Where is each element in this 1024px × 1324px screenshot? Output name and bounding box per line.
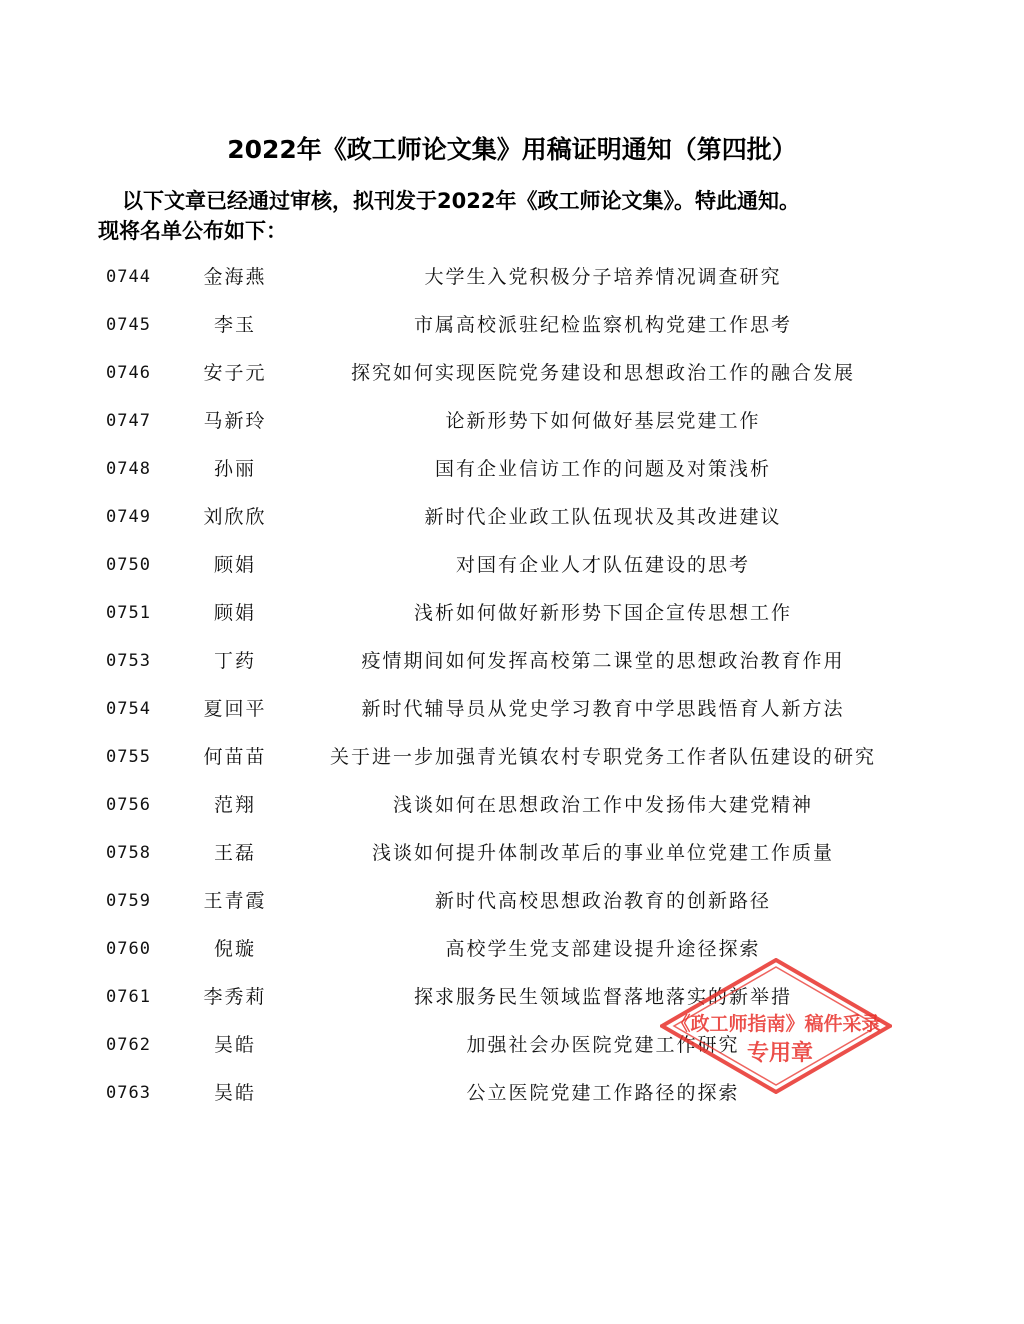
- entry-paper-title: 国有企业信访工作的问题及对策浅析: [434, 458, 771, 480]
- entry-paper-title: 关于进一步加强青光镇农村专职党务工作者队伍建设的研究: [329, 746, 876, 768]
- seal-graphic: [660, 958, 892, 1094]
- entry-id: 0759: [106, 891, 151, 911]
- entry-paper-title: 高校学生党支部建设提升途径探索: [445, 938, 761, 960]
- list-item: [0, 450, 1024, 498]
- entry-id: 0751: [106, 603, 151, 623]
- list-item: [0, 738, 1024, 786]
- entry-paper-title: 新时代辅导员从党史学习教育中学思践悟育人新方法: [361, 698, 845, 720]
- intro-text-1: 以下文章已经通过审核，拟刊发于2022年《政工师论文集》。特此通知。: [122, 189, 800, 213]
- entry-id: 0745: [106, 315, 151, 335]
- list-item: [0, 306, 1024, 354]
- entry-author: 范翔: [213, 794, 256, 816]
- entry-paper-title: 新时代高校思想政治教育的创新路径: [434, 890, 771, 912]
- entry-id: 0756: [106, 795, 151, 815]
- entry-id: 0747: [106, 411, 151, 431]
- entry-author: 吴皓: [213, 1082, 256, 1104]
- entry-paper-title: 浅析如何做好新形势下国企宣传思想工作: [413, 602, 792, 624]
- list-item: [0, 402, 1024, 450]
- seal-text-line-2: 专用章: [746, 1041, 814, 1066]
- entry-paper-title: 探究如何实现医院党务建设和思想政治工作的融合发展: [350, 362, 855, 384]
- entry-id: 0754: [106, 699, 151, 719]
- entry-author: 丁药: [213, 650, 256, 672]
- entry-paper-title: 大学生入党积极分子培养情况调查研究: [424, 266, 782, 288]
- entry-id: 0746: [106, 363, 151, 383]
- official-seal-stamp: [660, 958, 892, 1094]
- entry-id: 0744: [106, 267, 151, 287]
- entry-paper-title: 公立医院党建工作路径的探索: [466, 1082, 740, 1104]
- entry-paper-title: 论新形势下如何做好基层党建工作: [445, 410, 761, 432]
- entry-id: 0749: [106, 507, 151, 527]
- entry-paper-title: 探求服务民生领域监督落地落实的新举措: [413, 986, 792, 1008]
- entry-author: 夏回平: [203, 698, 267, 720]
- entry-author: 王磊: [213, 842, 256, 864]
- entry-id: 0762: [106, 1035, 151, 1055]
- entry-id: 0758: [106, 843, 151, 863]
- intro-line-2: 现将名单公布如下：: [98, 219, 287, 243]
- entry-author: 何苗苗: [203, 746, 267, 768]
- entry-id: 0760: [106, 939, 151, 959]
- list-item: [0, 594, 1024, 642]
- entry-id: 0763: [106, 1083, 151, 1103]
- list-item: [0, 546, 1024, 594]
- list-item: [0, 834, 1024, 882]
- entry-paper-title: 浅谈如何提升体制改革后的事业单位党建工作质量: [371, 842, 834, 864]
- intro-line-1: [98, 186, 898, 216]
- entry-paper-title: 新时代企业政工队伍现状及其改进建议: [424, 506, 782, 528]
- entry-author: 顾娟: [213, 602, 256, 624]
- entry-author: 孙丽: [213, 458, 256, 480]
- entry-author: 顾娟: [213, 554, 256, 576]
- entry-paper-title: 疫情期间如何发挥高校第二课堂的思想政治教育作用: [361, 650, 845, 672]
- entry-author: 马新玲: [203, 410, 267, 432]
- entry-author: 安子元: [203, 362, 267, 384]
- intro-paragraph: [98, 186, 898, 246]
- list-item: [0, 882, 1024, 930]
- entry-paper-title: 加强社会办医院党建工作研究: [466, 1034, 740, 1056]
- list-item: [0, 354, 1024, 402]
- entry-author: 李秀莉: [203, 986, 267, 1008]
- list-item: [0, 258, 1024, 306]
- list-item: [0, 690, 1024, 738]
- entry-paper-title: 市属高校派驻纪检监察机构党建工作思考: [413, 314, 792, 336]
- document-title: 2022年《政工师论文集》用稿证明通知（第四批）: [227, 135, 797, 164]
- entry-author: 金海燕: [203, 266, 267, 288]
- entry-id: 0753: [106, 651, 151, 671]
- seal-text-line-1: 《政工师指南》稿件采录: [671, 1013, 881, 1035]
- entry-paper-title: 浅谈如何在思想政治工作中发扬伟大建党精神: [392, 794, 813, 816]
- entry-paper-title: 对国有企业人才队伍建设的思考: [455, 554, 750, 576]
- entry-id: 0755: [106, 747, 151, 767]
- list-item: [0, 642, 1024, 690]
- entry-author: 李玉: [213, 314, 256, 336]
- entry-author: 倪璇: [213, 938, 256, 960]
- entry-id: 0750: [106, 555, 151, 575]
- entry-id: 0761: [106, 987, 151, 1007]
- entry-author: 吴皓: [213, 1034, 256, 1056]
- list-item: [0, 786, 1024, 834]
- entry-author: 王青霞: [203, 890, 267, 912]
- list-item: [0, 498, 1024, 546]
- entry-author: 刘欣欣: [203, 506, 267, 528]
- entry-id: 0748: [106, 459, 151, 479]
